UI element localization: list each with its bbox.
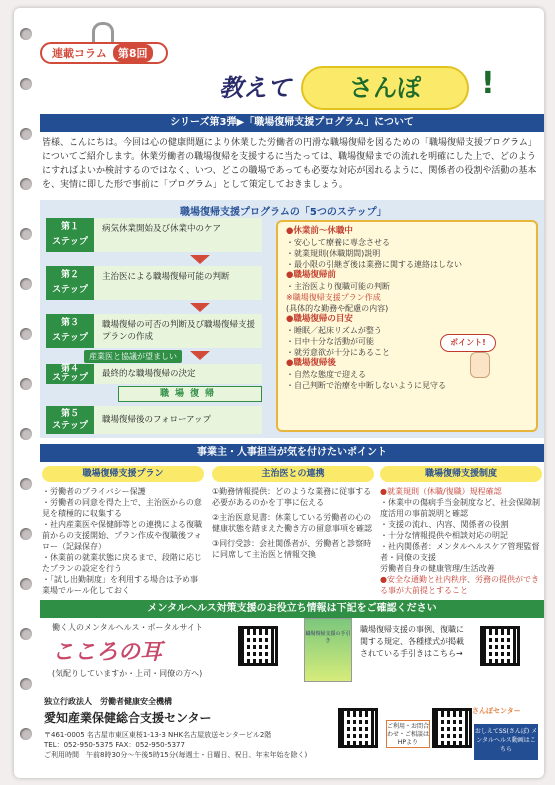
points-column-system (380, 466, 542, 606)
step-text: 職場復帰後のフォローアップ (94, 406, 262, 434)
column-item: 労働者自身の健康管理/生活改善 (380, 564, 495, 573)
binder-hole (20, 578, 32, 590)
column-title: 主治医との連携 (212, 466, 374, 482)
note-line: ・就業規則(休職期間)説明 (286, 249, 381, 258)
column-item: ・支援の流れ、内容、関係者の役割 (380, 520, 509, 529)
note-line: ●職場復帰前 (286, 270, 336, 280)
binder-hole (20, 328, 32, 340)
note-line: ・最小限の引継ぎ後は業務に関する連絡はしない (286, 260, 462, 269)
points-banner: 事業主・人事担当が気を付けたいポイント (40, 444, 544, 462)
binder-hole (20, 278, 32, 290)
org-hours: ご利用時間 午前8時30分～午後5時15分(毎週土・日曜日、祝日、年末年始を除く) (44, 751, 308, 759)
binder-hole (20, 628, 32, 640)
qr-code-icon[interactable] (432, 708, 472, 748)
note-line: ・主治医より復職可能の判断 (286, 282, 390, 291)
column-item: ③同行受診：会社関係者が、労働者と診察時に同席して主治医と情報交換 (212, 539, 372, 559)
hero-left: 教えて (219, 74, 291, 102)
step-5 (46, 406, 262, 434)
points-column-plan (42, 466, 204, 606)
issue-number: 第8回 (113, 44, 153, 62)
column-item: ②主治医意見書：休業している労働者の心の健康状態を踏まえた働き方の留意事項を確認 (212, 513, 372, 533)
column-item: ・休業中の傷病手当金制度など、社会保障制度活用の事前説明と確認 (380, 498, 540, 518)
note-line: ※職場復帰支援プラン作成 (286, 293, 381, 302)
note-line: ●職場復帰の目安 (286, 314, 353, 324)
org-name: 愛知産業保健総合支援センター (44, 711, 212, 725)
note-line: ・安心して療養に専念させる (286, 238, 390, 247)
note-line: ・自己判断で治療を中断しないように見守る (286, 381, 446, 390)
binder-hole (20, 378, 32, 390)
book-title: 職場復帰支援の手引き (305, 631, 351, 644)
org-parent: 独立行政法人 労働者健康安全機構 (44, 697, 172, 706)
hero-right: さんぽ (301, 66, 469, 110)
step-3 (46, 314, 262, 348)
step-text: 職場復帰の可否の判断及び職場復帰支援プランの作成 (94, 314, 262, 348)
series-tag-label: 連載コラム (52, 47, 107, 60)
down-arrow-icon (190, 351, 210, 360)
footer-organization (44, 696, 334, 760)
binder-hole (20, 728, 32, 740)
note-line: ●休業前～休職中 (286, 226, 353, 236)
portal-sub-text: (気配りしていますか・上司・同僚の方へ) (52, 669, 203, 678)
kokoro-logo: こころの耳 (52, 640, 163, 665)
step-label: 第１ ステップ (46, 218, 94, 252)
intro-paragraph: 皆様、こんにちは。今回は心の健康問題により休業した労働者の円滑な職場復帰を図るための「職場復帰支援プログラム」についてご紹介します。休業労働者の職場復帰を支援するに当たっては、職場復帰までの流れを明確にした上で、どのようにすればよいか検討するのではなく、いつ、どこの職場であっても必要な対応が図れるように、関係者の役割や活動の基本を、実情に即した形で事前に「プログラム」として策定しておきましょう。 (42, 138, 537, 190)
video-note[interactable]: おしえてSS(さんぽ) メンタルヘルス動画はこちら (474, 724, 538, 760)
note-line: ・自然な態度で迎える (286, 370, 366, 379)
step-4 (46, 364, 262, 384)
steps-title: 職場復帰支援プログラムの「5つのステップ」 (180, 207, 387, 218)
hero-mark: ! (481, 66, 495, 101)
qr-code-icon[interactable] (338, 708, 378, 748)
step-text: 主治医による職場復帰可能の判断 (94, 266, 262, 300)
return-to-work-bar: 職場復帰 (118, 386, 262, 402)
column-title: 職場復帰支援制度 (380, 466, 542, 482)
column-item: ・労働者のプライバシー保護 (42, 487, 146, 496)
pointing-hand-icon (470, 352, 490, 378)
contact-box: ご利用・お問合わせ・ご相談は HPより (386, 720, 430, 748)
org-phone: TEL：052-950-5375 FAX：052-950-5377 (44, 741, 185, 749)
binder-hole (20, 428, 32, 440)
column-item: ①勤務情報提供：どのような業務に従事する必要があるのかを丁寧に伝える (212, 487, 372, 507)
step-1 (46, 218, 262, 252)
step-label: 第４ ステップ (46, 364, 94, 384)
step-text: 最終的な職場復帰の決定 (94, 364, 262, 384)
note-line: ・日中十分な活動が可能 (286, 337, 374, 346)
points-column-doctor (212, 466, 374, 606)
column-item: ・十分な情報提供や相談対応の明記 (380, 531, 508, 540)
point-bubble: ポイント! (440, 334, 496, 352)
mental-health-banner: メンタルヘルス対策支援のお役立ち情報は下記をご確認ください (40, 600, 544, 618)
notes-box (276, 220, 538, 432)
portal-small-text: 働く人のメンタルヘルス・ポータルサイト (52, 623, 203, 632)
guidebook-cover (304, 618, 352, 682)
down-arrow-icon (190, 255, 210, 264)
org-address: 〒461-0005 名古屋市東区東桜1-13-3 NHK名古屋放送センタービル2階 (44, 731, 272, 739)
footer-brand: さんぽセンター (472, 707, 521, 715)
qr-code-icon[interactable] (480, 626, 520, 666)
note-line: (具体的な勤務や配慮の内容) (286, 304, 389, 313)
note-line: ●職場復帰後 (286, 358, 336, 368)
series-tag (40, 42, 168, 64)
step-label: 第５ ステップ (46, 406, 94, 434)
column-item: ・「試し出勤制度」を利用する場合は予め事業場でルール化しておく (42, 575, 198, 595)
binder-hole (20, 78, 32, 90)
hero-title (219, 64, 519, 116)
binder-hole (20, 28, 32, 40)
step-2 (46, 266, 262, 300)
binder-hole (20, 178, 32, 190)
binder-hole (20, 528, 32, 540)
binder-hole (20, 678, 32, 690)
step-label: 第３ ステップ (46, 314, 94, 348)
binder-hole (20, 478, 32, 490)
step-text: 病気休業開始及び休業中のケア (94, 218, 262, 252)
column-item: ・社内産業医や保健師等との連携による復職前からの支援開始、プラン作成や復職後フォロー（記録保存） (42, 520, 202, 551)
column-item: ●就業規則（休職/復職）規程確認 (380, 487, 502, 496)
qr-code-icon[interactable] (238, 626, 278, 666)
column-page (14, 8, 544, 778)
binder-hole (20, 228, 32, 240)
binder-hole (20, 128, 32, 140)
column-title: 職場復帰支援プラン (42, 466, 204, 482)
steps-section (40, 200, 544, 438)
column-item: ・労働者の同意を得た上で、主治医からの意見を積極的に収集する (42, 498, 202, 518)
note-line: ・睡眠／起床リズムが整う (286, 326, 382, 335)
step-label: 第２ ステップ (46, 266, 94, 300)
step-note: 産業医と協議が望ましい (84, 350, 182, 363)
column-item: ・社内関係者：メンタルヘルスケア管理監督者・同僚の支援 (380, 542, 540, 562)
down-arrow-icon (190, 303, 210, 312)
column-item: ・休業前の就業状態に戻るまで、段階に応じたプランの設定を行う (42, 553, 202, 573)
topic-banner: シリーズ第3弾▶「職場復帰支援プログラム」について (40, 114, 544, 132)
column-item: ●安全な通勤と社内秩序、労務の提供ができる事が大前提とすること (380, 575, 539, 595)
note-line: ・就労意欲が十分にあること (286, 348, 390, 357)
guidebook-description: 職場復帰支援の事例、復職に関する規定、各種様式が掲載されている手引きはこちら→ (360, 625, 464, 658)
